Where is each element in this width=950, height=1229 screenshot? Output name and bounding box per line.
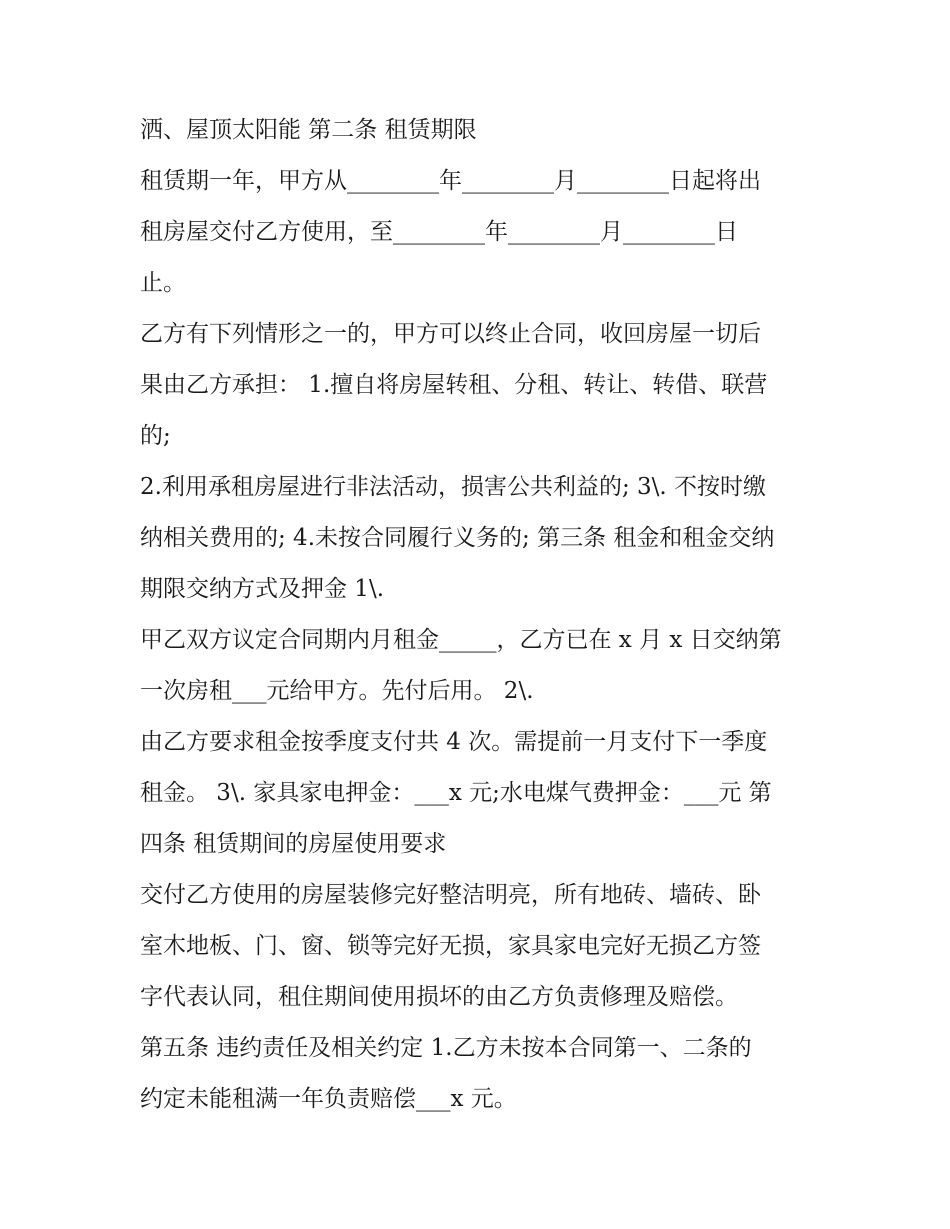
text-line: 甲乙双方议定合同期内月租金_____，乙方已在 x 月 x 日交纳第 <box>140 627 782 653</box>
text-line: 洒、屋顶太阳能 第二条 租赁期限 <box>140 117 477 143</box>
text-line: 的; <box>140 423 171 449</box>
text-line: 租房屋交付乙方使用，至________年________月________日 <box>140 219 738 245</box>
text-line: 果由乙方承担： 1.擅自将房屋转租、分租、转让、转借、联营 <box>140 372 768 398</box>
text-line: 交付乙方使用的房屋装修完好整洁明亮，所有地砖、墙砖、卧 <box>140 882 761 908</box>
text-line: 2.利用承租房屋进行非法活动，损害公共利益的; 3\. 不按时缴 <box>140 474 767 500</box>
text-line: 纳相关费用的; 4.未按合同履行义务的; 第三条 租金和租金交纳 <box>140 525 775 551</box>
text-line: 第五条 违约责任及相关约定 1.乙方未按本合同第一、二条的 <box>140 1035 752 1061</box>
text-line: 期限交纳方式及押金 1\. <box>140 576 385 602</box>
text-line: 由乙方要求租金按季度支付共 4 次。需提前一月支付下一季度 <box>140 729 768 755</box>
text-line: 四条 租赁期间的房屋使用要求 <box>140 831 447 857</box>
text-line: 租赁期一年，甲方从________年________月________日起将出 <box>140 168 761 194</box>
text-line: 约定未能租满一年负责赔偿___x 元。 <box>140 1086 517 1112</box>
text-line: 乙方有下列情形之一的，甲方可以终止合同，收回房屋一切后 <box>140 321 761 347</box>
text-line: 室木地板、门、窗、锁等完好无损，家具家电完好无损乙方签 <box>140 933 761 959</box>
text-line: 字代表认同，租住期间使用损坏的由乙方负责修理及赔偿。 <box>140 984 738 1010</box>
text-line: 租金。 3\. 家具家电押金：___x 元;水电煤气费押金：___元 第 <box>140 780 772 806</box>
text-line: 一次房租___元给甲方。先付后用。 2\. <box>140 678 534 704</box>
text-line: 止。 <box>140 270 186 296</box>
